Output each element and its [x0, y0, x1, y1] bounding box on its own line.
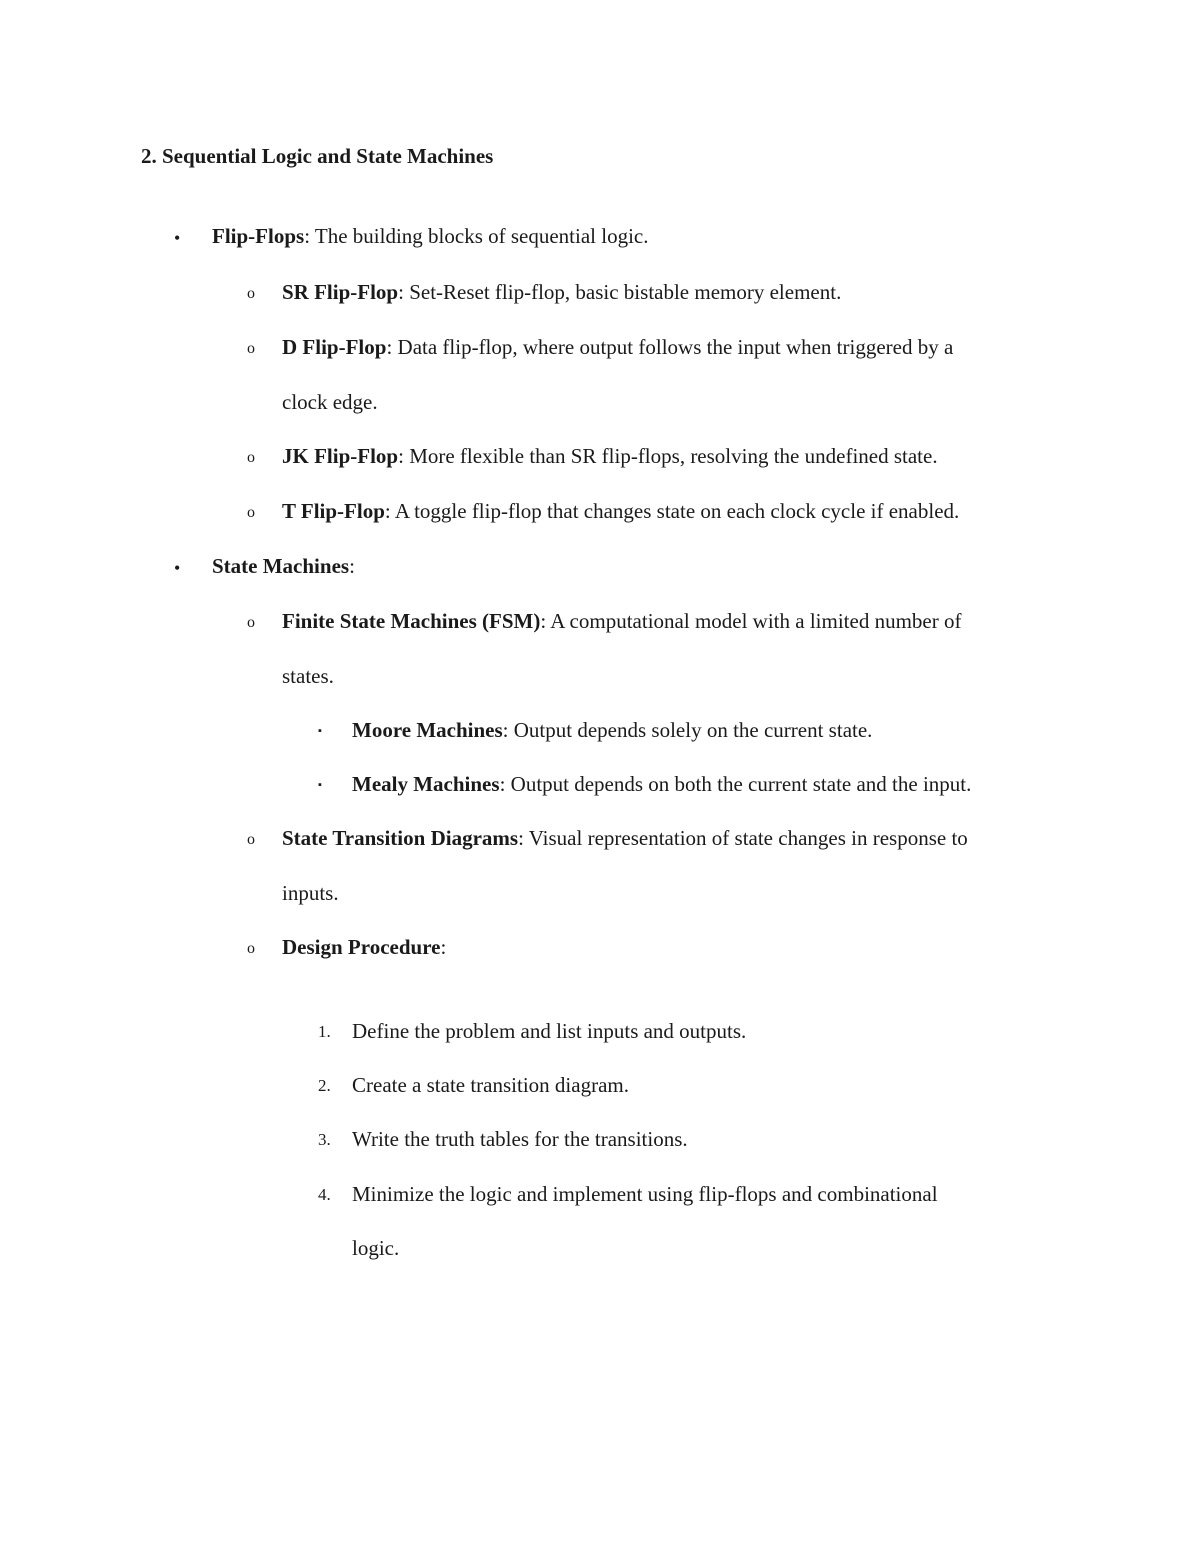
list-item-state-machines: [212, 552, 355, 580]
step-text: Write the truth tables for the transitions.: [352, 1127, 688, 1151]
desc-d-flip-flop-continued: clock edge.: [282, 390, 378, 414]
desc-jk-flip-flop: : More flexible than SR flip-flops, resolving the undefined state.: [398, 444, 938, 468]
step-number: 4.: [318, 1185, 331, 1204]
step-text: Define the problem and list inputs and outputs.: [352, 1019, 747, 1043]
term-d-flip-flop: D Flip-Flop: [282, 335, 387, 359]
bullet-marker: •: [174, 558, 181, 578]
step-text: Create a state transition diagram.: [352, 1073, 629, 1097]
desc-moore: : Output depends solely on the current state.: [502, 718, 873, 742]
circle-marker: o: [247, 614, 255, 631]
term-design-procedure: Design Procedure: [282, 935, 441, 959]
term-sr-flip-flop: SR Flip-Flop: [282, 280, 399, 304]
list-item-sr-flip-flop: [282, 278, 841, 306]
term-state-transition-diagrams: State Transition Diagrams: [282, 826, 519, 850]
step-number: 1.: [318, 1022, 331, 1041]
circle-marker: o: [247, 504, 255, 521]
list-item-t-flip-flop: [282, 497, 959, 525]
desc-d-flip-flop: : Data flip-flop, where output follows the input when triggered by a: [386, 335, 954, 359]
list-item-flip-flops: [212, 222, 649, 250]
list-item-moore: [352, 716, 872, 744]
desc-mealy: : Output depends on both the current state and the input.: [499, 772, 972, 796]
step-number: 2.: [318, 1076, 331, 1095]
square-marker: ▪: [318, 779, 322, 791]
term-fsm: Finite State Machines (FSM): [282, 609, 541, 633]
circle-marker: o: [247, 340, 255, 357]
section-heading: 2. Sequential Logic and State Machines: [141, 144, 494, 168]
desc-state-transition-diagrams: : Visual representation of state changes in response to: [518, 826, 968, 850]
list-item-jk-flip-flop: [282, 442, 938, 470]
term-t-flip-flop: T Flip-Flop: [282, 499, 385, 523]
term-moore: Moore Machines: [352, 718, 503, 742]
desc-fsm: : A computational model with a limited number of: [540, 609, 962, 633]
step-text: Minimize the logic and implement using flip-flops and combinational: [352, 1182, 938, 1206]
desc-state-machines: :: [349, 554, 355, 578]
term-state-machines: State Machines: [212, 554, 350, 578]
list-item-fsm: [282, 607, 961, 635]
circle-marker: o: [247, 285, 255, 302]
desc-t-flip-flop: : A toggle flip-flop that changes state on each clock cycle if enabled.: [384, 499, 960, 523]
term-jk-flip-flop: JK Flip-Flop: [282, 444, 399, 468]
circle-marker: o: [247, 940, 255, 957]
term-mealy: Mealy Machines: [352, 772, 500, 796]
circle-marker: o: [247, 449, 255, 466]
desc-flip-flops: : The building blocks of sequential logic.: [304, 224, 649, 248]
list-item-d-flip-flop: [282, 333, 953, 361]
list-item-mealy: [352, 770, 971, 798]
bullet-marker: •: [174, 228, 181, 248]
list-item-design-procedure: [282, 933, 446, 961]
step-number: 3.: [318, 1130, 331, 1149]
desc-sr-flip-flop: : Set-Reset flip-flop, basic bistable memory element.: [398, 280, 842, 304]
list-item-state-transition-diagrams: [282, 824, 968, 852]
desc-state-transition-diagrams-continued: inputs.: [282, 881, 339, 905]
desc-design-procedure: :: [440, 935, 447, 959]
square-marker: ▪: [318, 725, 322, 737]
desc-fsm-continued: states.: [282, 664, 334, 688]
term-flip-flops: Flip-Flops: [212, 224, 305, 248]
step-text-continued: logic.: [352, 1236, 400, 1260]
circle-marker: o: [247, 831, 255, 848]
